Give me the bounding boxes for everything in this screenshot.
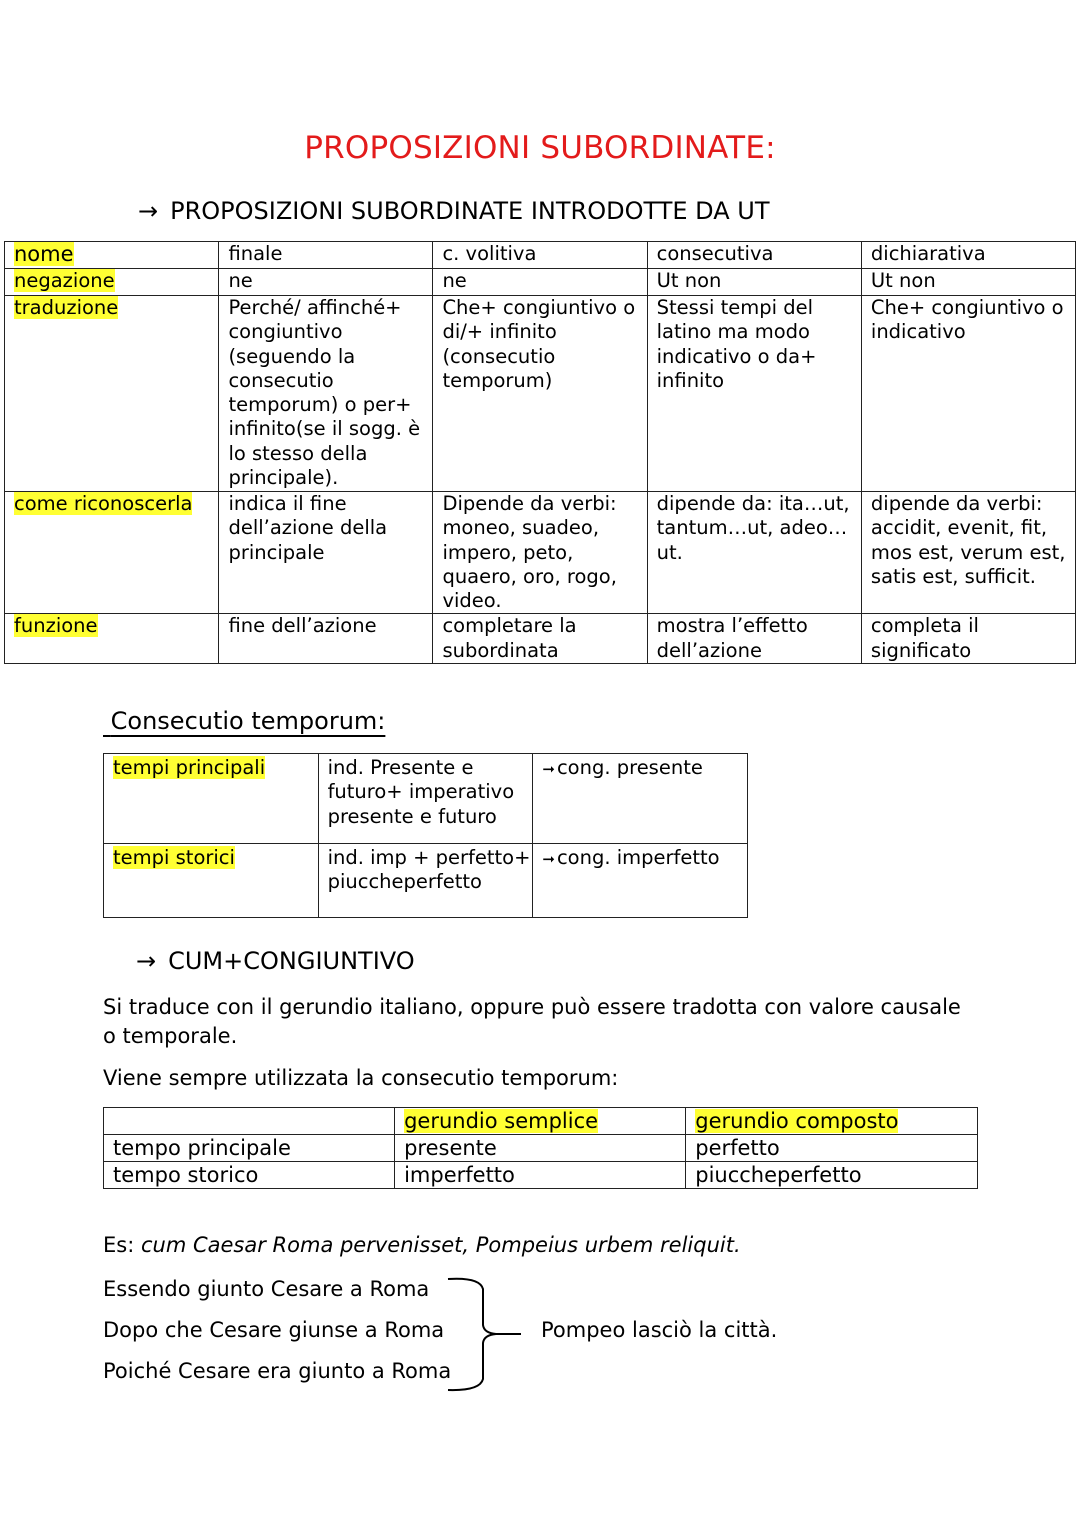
row-label: nome bbox=[14, 242, 74, 266]
table-cell: Ut non bbox=[647, 269, 861, 296]
translation-option: Essendo giunto Cesare a Roma bbox=[103, 1277, 430, 1301]
arrow-right-icon: → bbox=[136, 947, 157, 975]
table-cell: c. volitiva bbox=[433, 242, 647, 269]
table-header-cell bbox=[686, 1108, 978, 1135]
table-row bbox=[5, 296, 1076, 492]
table-row bbox=[5, 614, 1076, 664]
row-label-cell bbox=[5, 614, 219, 664]
table-gerundio bbox=[103, 1107, 978, 1189]
row-label-cell bbox=[104, 844, 319, 918]
paragraph: Si traduce con il gerundio italiano, oppure può essere tradotta con valore causale o temporale. bbox=[103, 995, 961, 1048]
table-ut-clauses bbox=[4, 241, 1076, 664]
table-cell: tempo storico bbox=[104, 1162, 395, 1189]
table-cell bbox=[533, 844, 748, 918]
translation-option: Dopo che Cesare giunse a Roma bbox=[103, 1318, 445, 1342]
row-label: traduzione bbox=[14, 296, 119, 319]
table-row bbox=[104, 1162, 978, 1189]
table-cell: piuccheperfetto bbox=[686, 1162, 978, 1189]
section-heading-cum bbox=[136, 947, 415, 975]
row-label-cell bbox=[104, 754, 319, 844]
result-text: cong. presente bbox=[556, 756, 703, 779]
table-cell: indica il fine dell’azione della principale bbox=[219, 492, 433, 614]
arrow-right-icon: ➞ bbox=[542, 850, 555, 868]
table-cell: mostra l’effetto dell’azione bbox=[647, 614, 861, 664]
table-cell: presente bbox=[395, 1135, 686, 1162]
table-cell: Che+ congiuntivo o indicativo bbox=[861, 296, 1075, 492]
table-cell: Perché/ affinché+ congiuntivo (seguendo la consecutio temporum) o per+ infinito(se il sogg. è lo stesso della principale). bbox=[219, 296, 433, 492]
example-latin: cum Caesar Roma pervenisset, Pompeius urbem reliquit. bbox=[140, 1233, 741, 1257]
consecutio-title-text: Consecutio temporum: bbox=[110, 707, 386, 735]
section-heading-text: PROPOSIZIONI SUBORDINATE INTRODOTTE DA UT bbox=[170, 197, 770, 225]
table-cell: ne bbox=[219, 269, 433, 296]
table-consecutio bbox=[103, 753, 748, 918]
table-cell: ind. imp + perfetto+ piuccheperfetto bbox=[318, 844, 533, 918]
section-heading-text: CUM+CONGIUNTIVO bbox=[168, 947, 415, 975]
row-label: funzione bbox=[14, 614, 98, 638]
page-title: PROPOSIZIONI SUBORDINATE: bbox=[304, 130, 776, 166]
table-cell: imperfetto bbox=[395, 1162, 686, 1189]
example-result: Pompeo lasciò la città. bbox=[541, 1318, 778, 1342]
row-label-cell bbox=[5, 492, 219, 614]
table-header-cell bbox=[104, 1108, 395, 1135]
column-header: gerundio composto bbox=[695, 1109, 899, 1133]
table-cell: dichiarativa bbox=[861, 242, 1075, 269]
arrow-right-icon: ➞ bbox=[542, 760, 555, 778]
table-cell: Ut non bbox=[861, 269, 1075, 296]
table-row bbox=[5, 269, 1076, 296]
table-cell: ind. Presente e futuro+ imperativo presente e futuro bbox=[318, 754, 533, 844]
row-label-cell bbox=[5, 296, 219, 492]
table-cell: Che+ congiuntivo o di/+ infinito (consecutio temporum) bbox=[433, 296, 647, 492]
section-heading-ut bbox=[138, 197, 769, 225]
table-row bbox=[5, 242, 1076, 269]
table-cell: Dipende da verbi: moneo, suadeo, impero, peto, quaero, oro, rogo, video. bbox=[433, 492, 647, 614]
row-label: negazione bbox=[14, 269, 115, 292]
table-cell: consecutiva bbox=[647, 242, 861, 269]
table-cell: tempo principale bbox=[104, 1135, 395, 1162]
table-cell: Stessi tempi del latino ma modo indicativo o da+ infinito bbox=[647, 296, 861, 492]
curly-brace-icon bbox=[446, 1275, 526, 1395]
table-cell bbox=[533, 754, 748, 844]
paragraph: Viene sempre utilizzata la consecutio temporum: bbox=[103, 1066, 619, 1090]
result-text: cong. imperfetto bbox=[556, 846, 720, 869]
table-header-row bbox=[104, 1108, 978, 1135]
example-prefix: Es: bbox=[103, 1233, 135, 1257]
table-cell: dipende da: ita…ut, tantum…ut, adeo…ut. bbox=[647, 492, 861, 614]
table-cell: ne bbox=[433, 269, 647, 296]
column-header: gerundio semplice bbox=[404, 1109, 599, 1133]
table-cell: perfetto bbox=[686, 1135, 978, 1162]
row-label: tempi storici bbox=[113, 846, 235, 869]
table-row bbox=[104, 1135, 978, 1162]
arrow-right-icon: → bbox=[138, 197, 159, 225]
table-header-cell bbox=[395, 1108, 686, 1135]
table-cell: fine dell’azione bbox=[219, 614, 433, 664]
row-label-cell bbox=[5, 269, 219, 296]
table-cell: finale bbox=[219, 242, 433, 269]
table-cell: completare la subordinata bbox=[433, 614, 647, 664]
table-cell: dipende da verbi: accidit, evenit, fit, mos est, verum est, satis est, sufficit. bbox=[861, 492, 1075, 614]
table-row bbox=[104, 754, 748, 844]
row-label-cell bbox=[5, 242, 219, 269]
example-sentence bbox=[103, 1233, 741, 1257]
row-label: tempi principali bbox=[113, 756, 266, 779]
table-cell: completa il significato bbox=[861, 614, 1075, 664]
table-row bbox=[5, 492, 1076, 614]
translation-option: Poiché Cesare era giunto a Roma bbox=[103, 1359, 452, 1383]
table-row bbox=[104, 844, 748, 918]
consecutio-title bbox=[103, 707, 385, 735]
row-label: come riconoscerla bbox=[14, 492, 193, 515]
